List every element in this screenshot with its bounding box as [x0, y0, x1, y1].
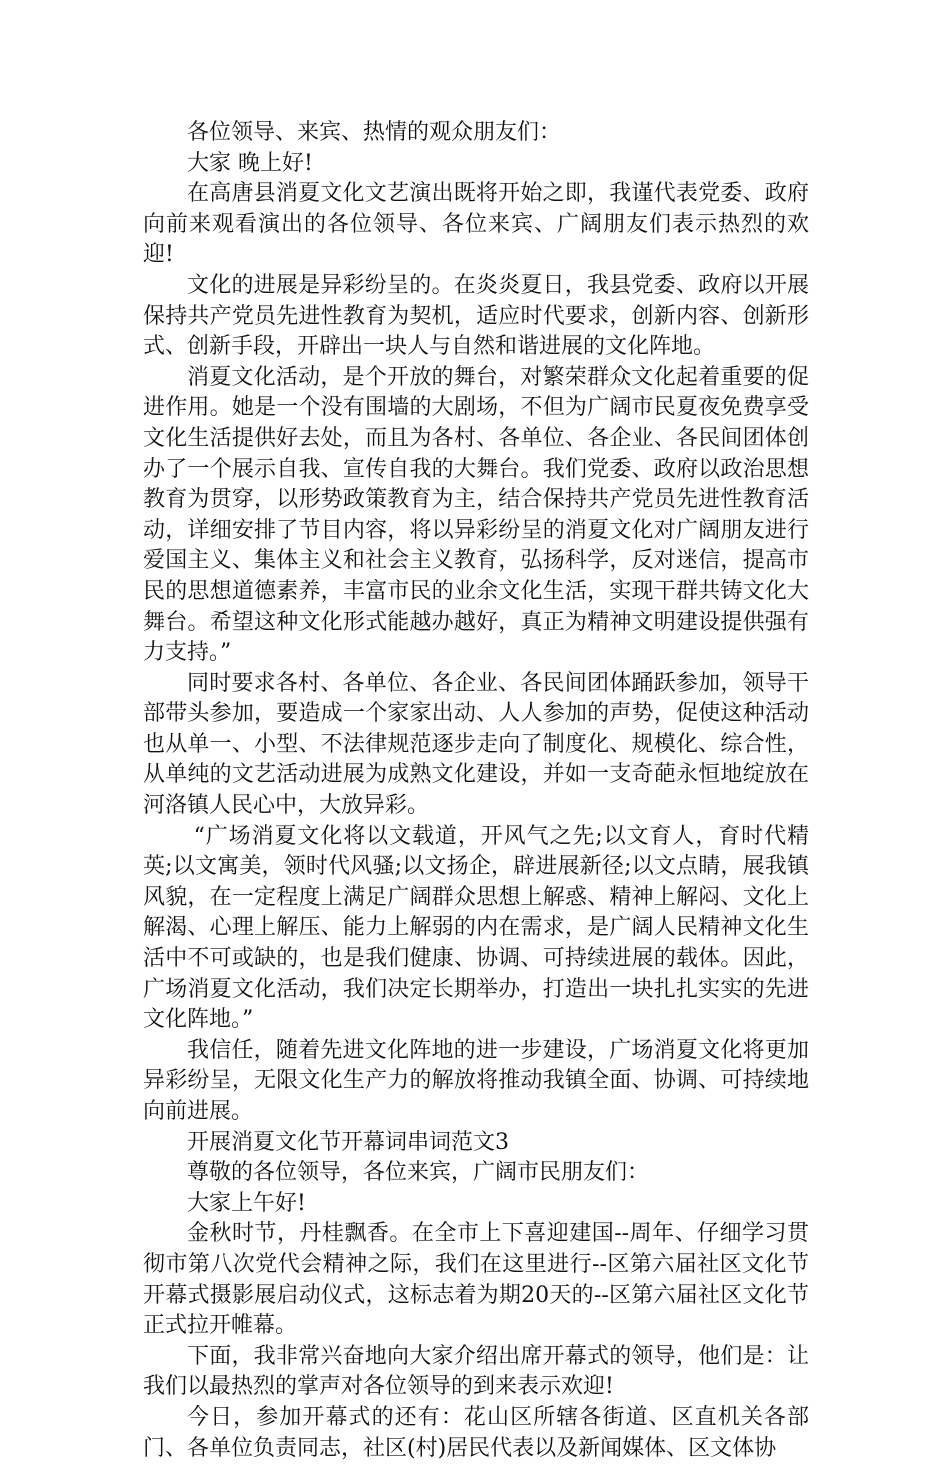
document-body [143, 118, 809, 1464]
paragraph-good-evening: 大家 晚上好! [187, 150, 313, 176]
paragraph-participation: 同时要求各村、各单位、各企业、各民间团体踊跃参加，领导干部带头参加，要造成一个家家出动、人人参加的声势，促使这种活动也从单一、小型、不法律规范逐步走向了制度化、规模化、综合性，从单纯的文艺活动进展为成熟文化建设，并如一支奇葩永恒地绽放在河洛镇人民心中，大放异彩。 [143, 670, 809, 819]
paragraph-attendees: 今日，参加开幕式的还有：花山区所辖各街道、区直机关各部门、各单位负责同志，社区(村)居民代表以及新闻媒体、区文体协 [143, 1404, 809, 1461]
paragraph-respected-guests: 尊敬的各位领导，各位来宾，广阔市民朋友们： [187, 1160, 650, 1186]
paragraph-good-morning: 大家上午好! [187, 1190, 306, 1216]
paragraph-greeting: 各位领导、来宾、热情的观众朋友们： [187, 120, 562, 145]
paragraph-welcome: 在高唐县消夏文化文艺演出既将开始之即，我谨代表党委、政府向前来观看演出的各位领导、各位来宾、广阔朋友们表示热烈的欢迎! [143, 181, 809, 268]
paragraph-golden-autumn: 金秋时节，丹桂飘香。在全市上下喜迎建国--周年、仔细学习贯彻市第八次党代会精神之际，我们在这里进行--区第六届社区文化节开幕式摄影展启动仪式，这标志着为期20天的--区第六届社区文化节正式拉开帷幕。 [143, 1221, 809, 1339]
paragraph-culture-development: 文化的进展是异彩纷呈的。在炎炎夏日，我县党委、政府以开展保持共产党员先进性教育为契机，适应时代要求，创新内容、创新形式、创新手段，开辟出一块人与自然和谐进展的文化阵地。 [143, 272, 809, 360]
paragraph-belief: 我信任，随着先进文化阵地的进一步建设，广场消夏文化将更加异彩纷呈，无限文化生产力的解放将推动我镇全面、协调、可持续地向前进展。 [143, 1037, 809, 1124]
paragraph-square-culture-quote: “广场消夏文化将以文载道，开风气之先;以文育人，育时代精英;以文寓美，领时代风骚;以文扬企，辟进展新径;以文点睛，展我镇风貌，在一定程度上满足广阔群众思想上解惑、精神上解闷、文化上解渴、心理上解压、能力上解弱的内在需求，是广阔人民精神文化生活中不可或缺的，也是我们健康、协调、可持续进展的载体。因此，广场消夏文化活动，我们决定长期举办，打造出一块扎扎实实的先进文化阵地。” [143, 823, 809, 1033]
paragraph-summer-culture-activity: 消夏文化活动，是个开放的舞台，对繁荣群众文化起着重要的促进作用。她是一个没有围墙的大剧场，不但为广阔市民夏夜免费享受文化生活提供好去处，而且为各村、各单位、各企业、各民间团体创办了一个展示自我、宣传自我的大舞台。我们党委、政府以政治思想教育为贯穿，以形势政策教育为主，结合保持共产党员先进性教育活动，详细安排了节目内容，将以异彩纷呈的消夏文化对广阔朋友进行爱国主义、集体主义和社会主义教育，弘扬科学，反对迷信，提高市民的思想道德素养，丰富市民的业余文化生活，实现干群共铸文化大舞台。希望这种文化形式能越办越好，真正为精神文明建设提供强有力支持。” [143, 364, 809, 666]
section-heading: 开展消夏文化节开幕词串词范文3 [187, 1129, 509, 1155]
paragraph-introduce-leaders: 下面，我非常兴奋地向大家介绍出席开幕式的领导，他们是：让我们以最热烈的掌声对各位领导的到来表示欢迎! [143, 1343, 809, 1400]
